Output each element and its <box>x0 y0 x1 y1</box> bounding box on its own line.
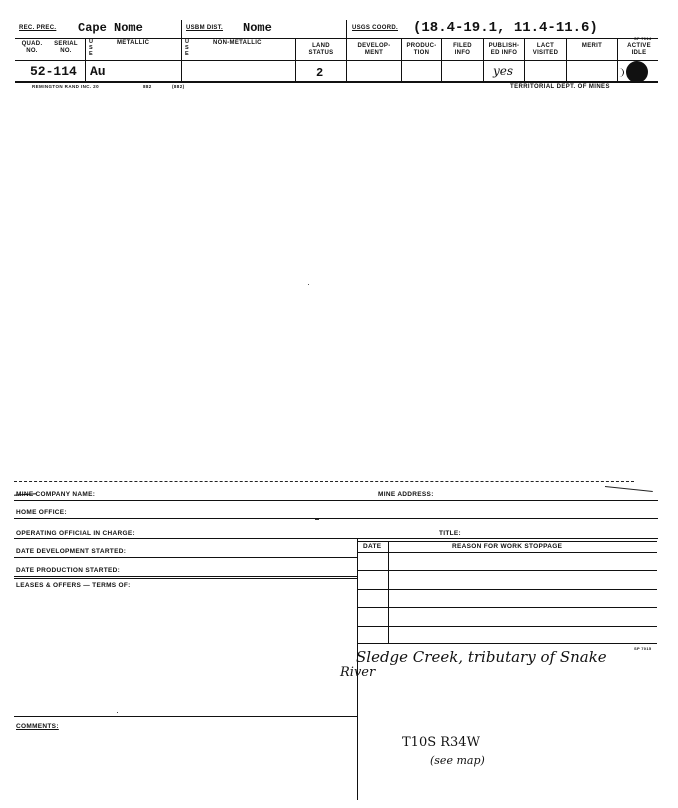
idle-mark <box>617 68 624 77</box>
form-number-bottom: SP 7015 <box>634 646 652 651</box>
col-divider-1 <box>85 38 86 81</box>
mine-company-name-label: MINE COMPANY NAME: <box>16 491 96 498</box>
stoppage-row-1 <box>357 552 657 553</box>
usbm-dist-value: Nome <box>243 21 272 35</box>
date-prod-line <box>14 576 357 577</box>
date-production-label: DATE PRODUCTION STARTED: <box>16 567 121 574</box>
date-prod-line-2 <box>14 578 357 579</box>
date-col-label: DATE <box>363 543 382 550</box>
handwritten-see-map: (see map) <box>430 754 485 767</box>
leases-bottom-line <box>14 716 357 717</box>
home-office-line <box>14 518 658 519</box>
published-info-header: PUBLISH- ED INFO <box>488 43 520 56</box>
merit-header: MERIT <box>581 43 603 49</box>
land-status-header: LAND STATUS <box>308 43 334 56</box>
stoppage-row-3 <box>357 589 657 590</box>
col-divider-2 <box>181 38 182 81</box>
row1-bottom-line <box>15 38 658 39</box>
usgs-coord-value: (18.4-19.1, 11.4-11.6) <box>413 20 598 36</box>
stoppage-row-5 <box>357 626 657 627</box>
rec-prec-value: Cape Nome <box>78 21 143 35</box>
printer-credit: REMINGTON RAND INC. 20 <box>32 84 99 89</box>
active-status-dot <box>626 61 648 83</box>
company-row-line <box>14 500 658 501</box>
use-letters-metallic: U S E <box>89 39 94 57</box>
production-header: PRODUC- TION <box>406 43 437 56</box>
row2-bottom-line <box>15 60 658 61</box>
metallic-value: Au <box>90 64 106 79</box>
stoppage-row-2 <box>357 570 657 571</box>
reason-col-label: REASON FOR WORK STOPPAGE <box>452 543 563 550</box>
usgs-coord-label: USGS COORD. <box>352 25 398 31</box>
paper-dot <box>117 712 118 713</box>
land-status-value: 2 <box>316 66 324 80</box>
date-col-divider <box>388 541 389 643</box>
home-office-label: HOME OFFICE: <box>16 509 67 516</box>
date-dev-line <box>14 557 357 558</box>
stoppage-row-4 <box>357 607 657 608</box>
paper-tick <box>315 519 319 520</box>
handwritten-location-line2: River <box>340 665 376 680</box>
row3-bottom-line <box>15 81 658 83</box>
form-number-top: SP 7014 <box>634 36 652 41</box>
non-metallic-header: NON-METALLIC <box>213 40 262 46</box>
footer-code-2: (882) <box>172 84 185 89</box>
handwritten-township: T10S R34W <box>402 735 480 750</box>
stoppage-row-6 <box>357 643 657 644</box>
quad-serial-value: 52-114 <box>30 64 77 79</box>
serial-header: SERIAL NO. <box>54 41 78 54</box>
stoppage-header-top <box>357 541 657 542</box>
date-development-label: DATE DEVELOPMENT STARTED: <box>16 548 127 555</box>
usbm-dist-label: USBM DIST. <box>186 25 224 31</box>
quad-header: QUAD. NO. <box>21 41 43 54</box>
card-top-perforation <box>14 481 634 482</box>
title-label: TITLE: <box>439 530 462 537</box>
dept-credit: TERRITORIAL DEPT. OF MINES <box>510 84 610 90</box>
top-right-stroke <box>605 486 653 492</box>
last-visited-header: LACT VISITED <box>532 43 559 56</box>
metallic-header: METALLIC <box>117 40 150 46</box>
official-line <box>14 538 658 539</box>
use-letters-nonmetallic: U S E <box>185 39 190 57</box>
operating-official-label: OPERATING OFFICIAL IN CHARGE: <box>16 530 135 537</box>
handwritten-location-line1: Sledge Creek, tributary of Snake <box>356 648 607 666</box>
filed-info-header: FILED INFO <box>453 43 472 56</box>
row1-divider-2 <box>346 20 347 38</box>
rec-prec-label: REC. PREC. <box>19 25 57 31</box>
row1-divider-1 <box>181 20 182 38</box>
leases-offers-label: LEASES & OFFERS — TERMS OF: <box>16 582 131 589</box>
published-info-value: yes <box>493 64 514 78</box>
paper-speck <box>308 284 309 285</box>
development-header: DEVELOP- MENT <box>357 43 391 56</box>
active-idle-header: ACTIVE IDLE <box>627 43 651 56</box>
mine-address-label: MINE ADDRESS: <box>378 491 434 498</box>
comments-label: COMMENTS: <box>16 723 59 730</box>
footer-code-1: 882 <box>143 84 152 89</box>
